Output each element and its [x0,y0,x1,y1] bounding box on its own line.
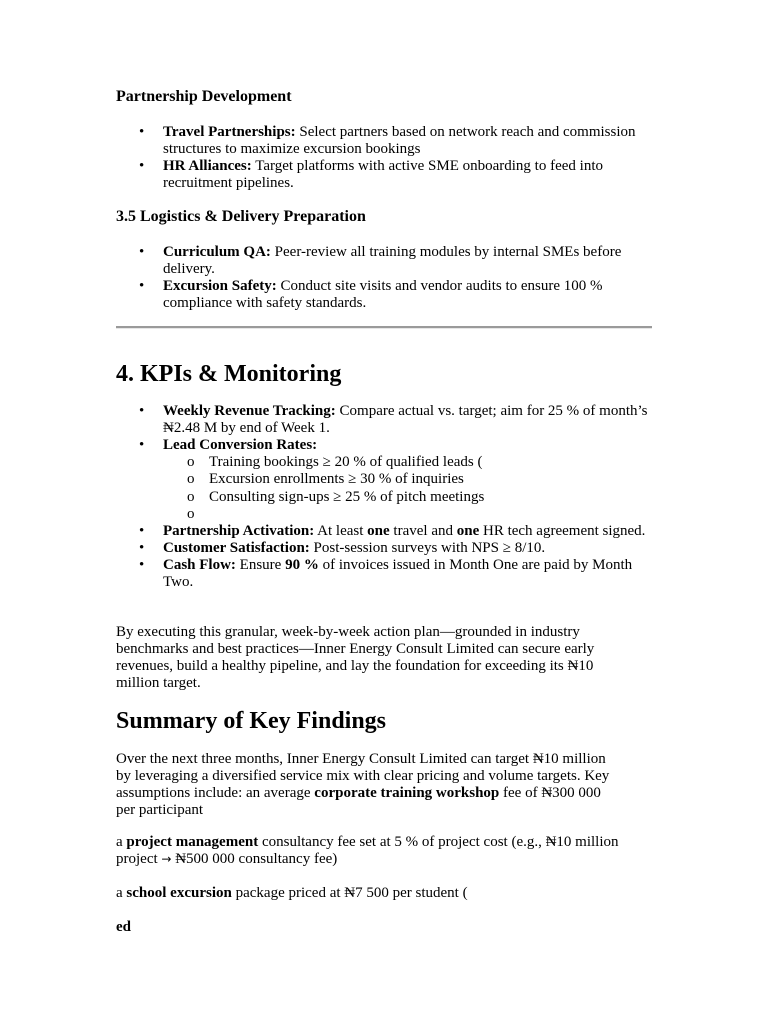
list-item: • Excursion Safety: Conduct site visits and vendor audits to ensure 100 % compliance with safety standards. [116,278,656,312]
logistics-heading: 3.5 Logistics & Delivery Preparation [116,208,366,225]
sub-list-item: o Consulting sign-ups ≥ 25 % of pitch meetings [163,489,656,506]
list-item: • Partnership Activation: At least one travel and one HR tech agreement signed. [116,523,656,540]
kpis-list [116,403,656,591]
sub-list-item: o Excursion enrollments ≥ 30 % of inquiries [163,471,656,488]
sub-list-item [163,506,656,523]
partnership-list [116,124,656,192]
partnership-heading: Partnership Development [116,88,292,105]
summary-intro: Over the next three months, Inner Energy Consult Limited can target ₦10 million by leveraging a diversified service mix with clear pricing and volume targets. Key assumptions include: an average corporate training workshop fee of ₦300 000 per participant [116,751,610,818]
list-item: • Weekly Revenue Tracking: Compare actual vs. target; aim for 25 % of month’s ₦2.48 M by end of Week 1. [116,403,656,437]
project-management-paragraph: a project management consultancy fee set at 5 % of project cost (e.g., ₦10 million project → ₦500 000 consultancy fee) [116,834,619,867]
trailing-fragment: ed [116,919,131,935]
list-item: • Lead Conversion Rates: o Training bookings ≥ 20 % of qualified leads ( o Excursion enrollments ≥ 30 % of inquiries o Consulting sign-ups ≥ 25 % of pitch meetings o [116,437,656,523]
summary-heading: Summary of Key Findings [116,708,387,734]
list-item: • Travel Partnerships: Select partners based on network reach and commission structures to maximize excursion bookings [116,124,656,158]
kpis-heading: 4. KPIs & Monitoring [116,361,342,387]
lead-conversion-sublist [163,454,656,523]
section-divider [116,326,652,329]
list-item: • Curriculum QA: Peer-review all training modules by internal SMEs before delivery. [116,244,656,278]
closing-paragraph: By executing this granular, week-by-week action plan—grounded in industry benchmarks and best practices—Inner Energy Consult Limited can secure early revenues, build a healthy pipeline, and lay the foundation for exceeding its ₦10 million target. [116,624,595,691]
school-excursion-paragraph: a school excursion package priced at ₦7 500 per student ( [116,885,468,901]
logistics-list [116,244,656,312]
list-item: • HR Alliances: Target platforms with active SME onboarding to feed into recruitment pipelines. [116,158,656,192]
sub-list-item: o Training bookings ≥ 20 % of qualified leads ( [163,454,656,471]
list-item: • Customer Satisfaction: Post-session surveys with NPS ≥ 8/10. [116,540,656,557]
list-item: • Cash Flow: Ensure 90 % of invoices issued in Month One are paid by Month Two. [116,557,656,591]
